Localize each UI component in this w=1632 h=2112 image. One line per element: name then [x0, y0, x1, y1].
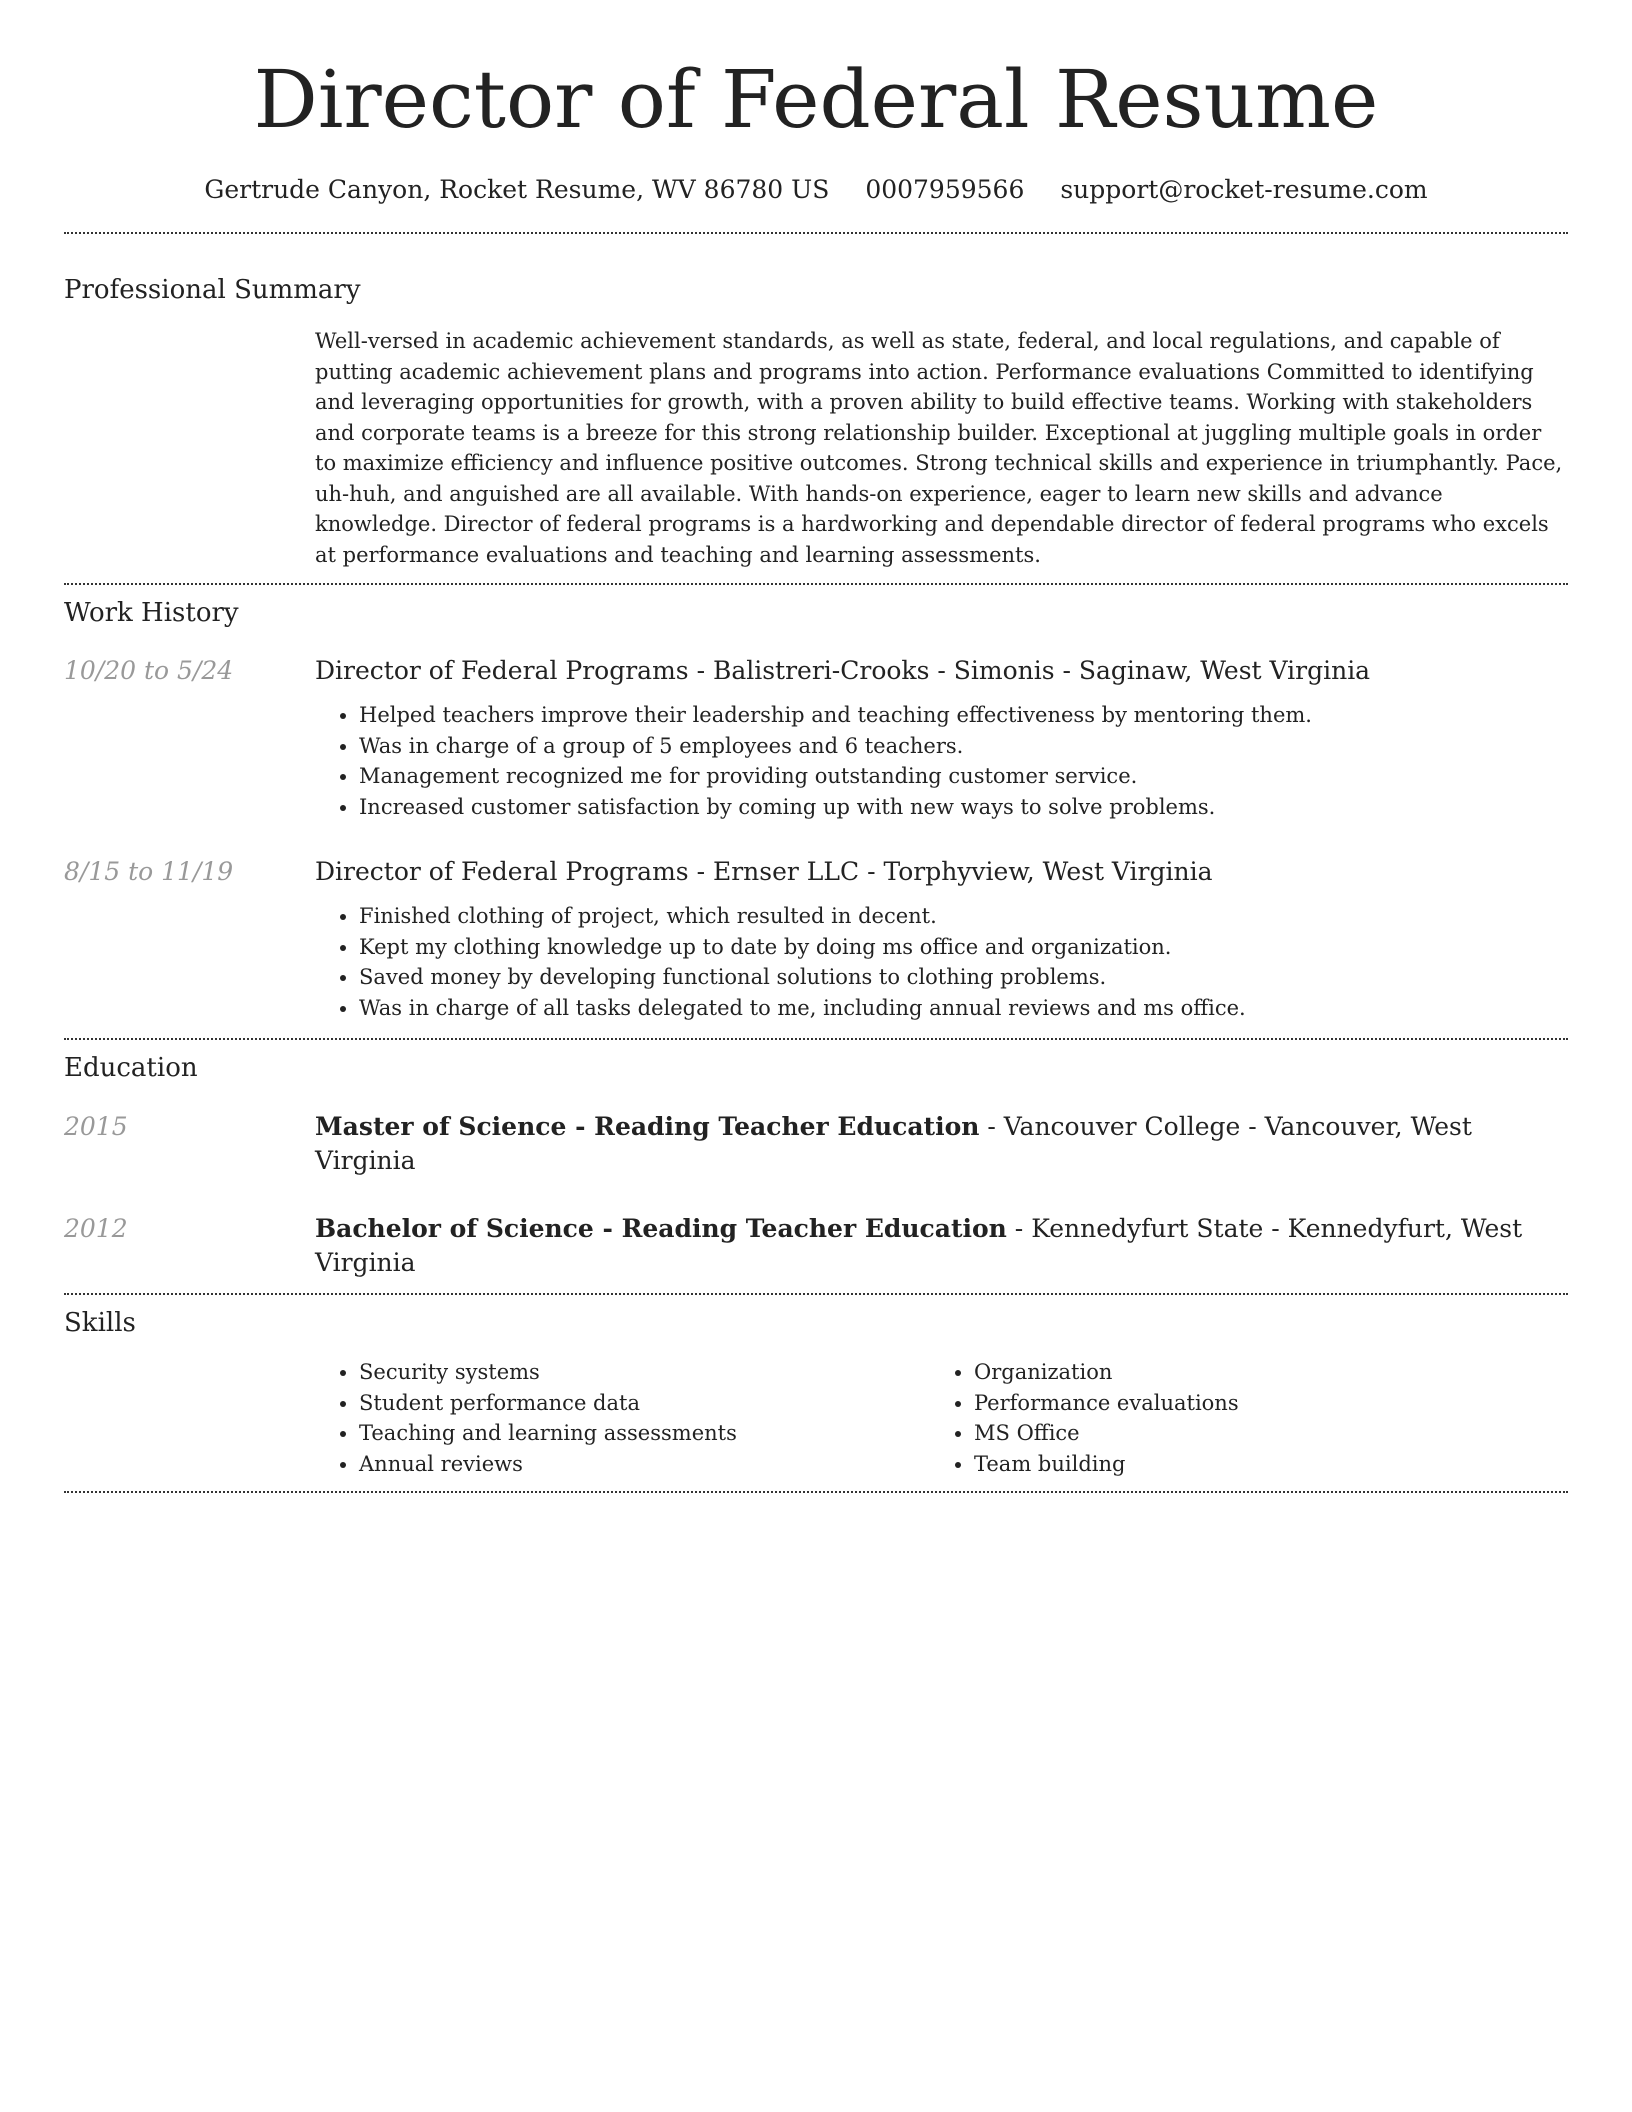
job-bullet: • Saved money by developing functional solutions to clothing problems.: [359, 962, 1568, 993]
contact-line: [64, 174, 1568, 206]
job-bullet: • Was in charge of all tasks delegated to me, including annual reviews and ms office.: [359, 993, 1568, 1024]
skill-item: • Teaching and learning assessments: [359, 1418, 930, 1449]
education-entry: [64, 1212, 1568, 1280]
skills-list: [315, 1357, 1568, 1479]
job-bullets: [315, 700, 1568, 822]
job-entry: [64, 855, 1568, 1023]
job-dates: 10/20 to 5/24: [64, 656, 234, 685]
resume-title: Director of Federal Resume: [253, 53, 1379, 146]
education-entry: [64, 1110, 1568, 1178]
job-bullet: • Kept my clothing knowledge up to date by doing ms office and organization.: [359, 932, 1568, 963]
education-school: - Kennedyfurt State - Kennedyfurt, West Virginia: [315, 1214, 1523, 1277]
skills-column-left: [315, 1357, 930, 1479]
job-bullet: • Management recognized me for providing outstanding customer service.: [359, 761, 1568, 792]
skill-item: • Organization: [974, 1357, 1545, 1388]
education-degree: Master of Science - Reading Teacher Education: [315, 1112, 980, 1141]
skill-item: • Performance evaluations: [974, 1388, 1545, 1419]
job-bullets: [315, 901, 1568, 1023]
job-heading: Director of Federal Programs - Balistreri-Crooks - Simonis - Saginaw, West Virginia: [315, 656, 1371, 685]
education-school: - Vancouver College - Vancouver, West Virginia: [315, 1112, 1472, 1175]
skill-item: • Team building: [974, 1449, 1545, 1480]
skill-item: • MS Office: [974, 1418, 1545, 1449]
education-year: 2012: [64, 1214, 128, 1243]
summary-text: Well-versed in academic achievement standards, as well as state, federal, and local regulations, and capable of putting academic achievement plans and programs into action. Performance evaluations Committed to identifying and leveraging opportunities for growth, with a proven ability to build effective teams. Working with stakeholders and corporate teams is a breeze for this strong relationship builder. Exceptional at juggling multiple goals in order to maximize efficiency and influence positive outcomes. Strong technical skills and experience in triumphantly. Pace, uh-huh, and anguished are all available. With hands-on experience, eager to learn new skills and advance knowledge. Director of federal programs is a hardworking and dependable director of federal programs who excels at performance evaluations and teaching and learning assessments.: [315, 329, 1563, 567]
contact-email: support@rocket-resume.com: [1060, 175, 1428, 204]
contact-phone: 0007959566: [865, 175, 1025, 204]
section-divider: [64, 232, 1568, 234]
education-degree: Bachelor of Science - Reading Teacher Education: [315, 1214, 1007, 1243]
job-dates: 8/15 to 11/19: [64, 857, 234, 886]
job-bullet: • Increased customer satisfaction by coming up with new ways to solve problems.: [359, 792, 1568, 823]
section-divider: [64, 1038, 1568, 1040]
work-history-section-title: Work History: [64, 598, 239, 628]
summary-section-title: Professional Summary: [64, 275, 361, 305]
resume-header: [64, 0, 1568, 206]
skill-item: • Annual reviews: [359, 1449, 930, 1480]
section-divider: [64, 583, 1568, 585]
skill-item: • Security systems: [359, 1357, 930, 1388]
job-entry: [64, 654, 1568, 822]
skills-section-title: Skills: [64, 1308, 136, 1338]
skill-item: • Student performance data: [359, 1388, 930, 1419]
education-year: 2015: [64, 1112, 128, 1141]
skills-column-right: [930, 1357, 1545, 1479]
section-divider: [64, 1491, 1568, 1493]
job-bullet: • Helped teachers improve their leadership and teaching effectiveness by mentoring them.: [359, 700, 1568, 731]
section-divider: [64, 1293, 1568, 1295]
job-bullet: • Was in charge of a group of 5 employees and 6 teachers.: [359, 731, 1568, 762]
job-bullet: • Finished clothing of project, which resulted in decent.: [359, 901, 1568, 932]
job-heading: Director of Federal Programs - Ernser LLC - Torphyview, West Virginia: [315, 857, 1213, 886]
education-section-title: Education: [64, 1053, 198, 1083]
contact-address: Gertrude Canyon, Rocket Resume, WV 86780 US: [204, 175, 830, 204]
